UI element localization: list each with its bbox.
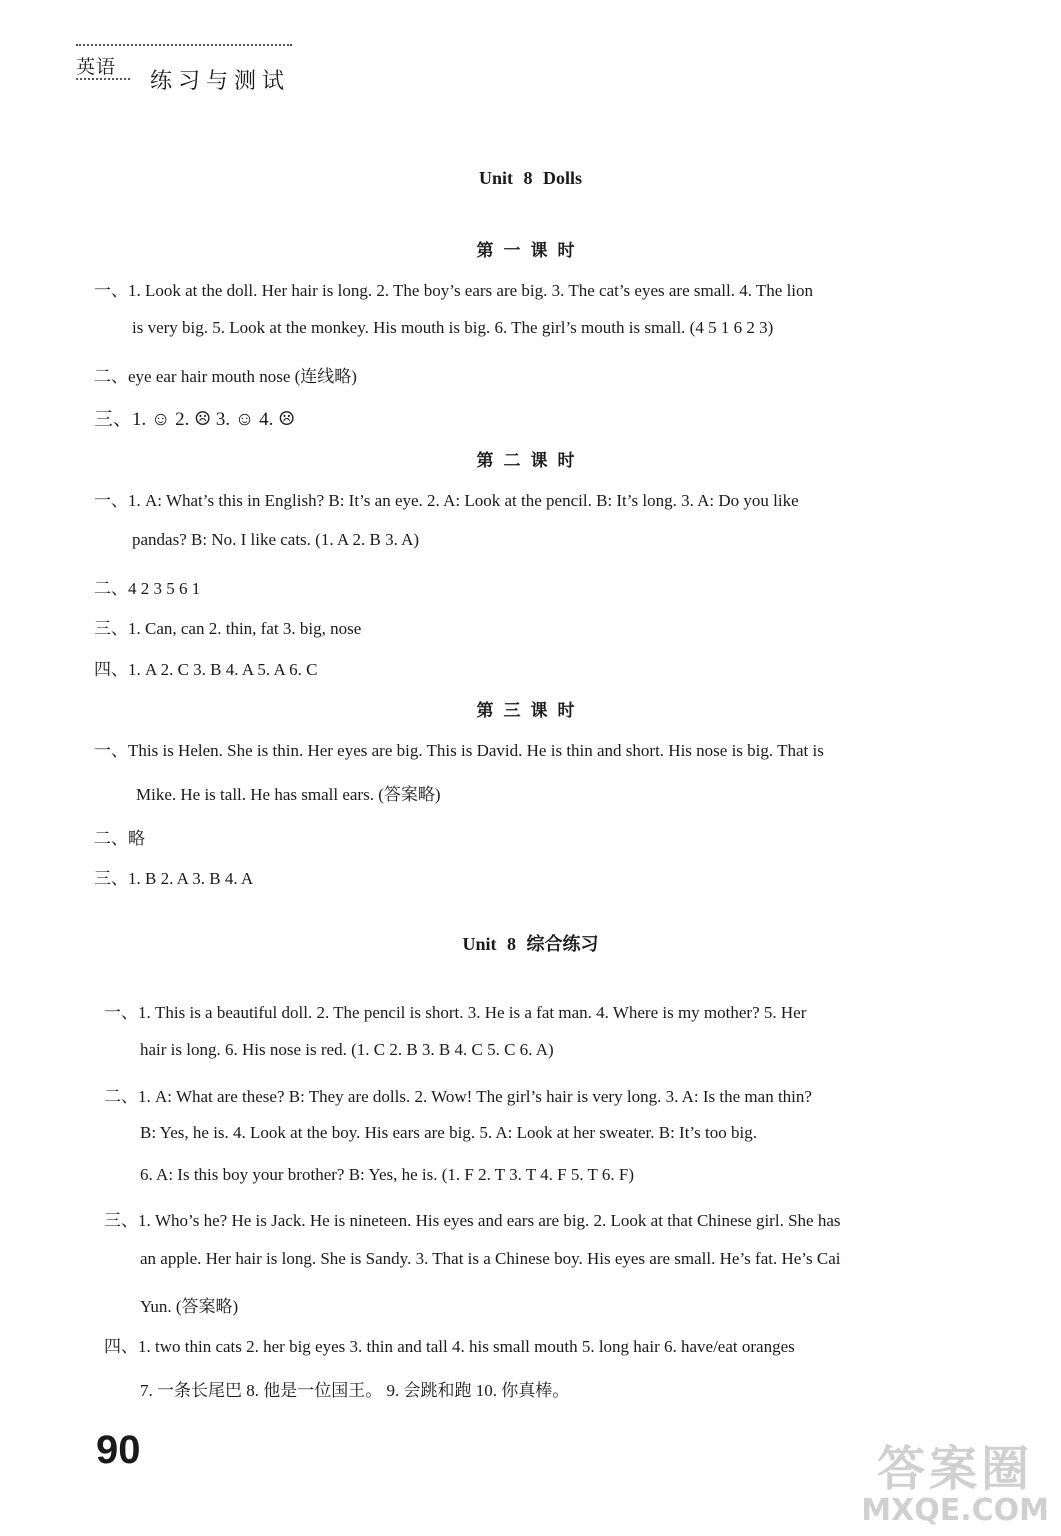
lesson3-title: 第三课时 [476, 701, 585, 721]
watermark-url: MXQE.COM [861, 1492, 1049, 1528]
lesson2-line-4: 三、1. Can, can 2. thin, fat 3. big, nose [94, 619, 362, 638]
page-number: 90 [96, 1428, 141, 1472]
page-header [76, 44, 292, 96]
lesson2-line-2: pandas? B: No. I like cats. (1. A 2. B 3. A) [132, 530, 420, 549]
lesson3-line-1: 一、This is Helen. She is thin. Her eyes are big. This is David. He is thin and short. His nose is big. That is [94, 741, 824, 760]
review-line-3: 二、1. A: What are these? B: They are dolls. 2. Wow! The girl’s hair is very long. 3. A: Is the man thin? [104, 1087, 812, 1106]
book-title: 练习与测试 [150, 69, 291, 94]
review-line-4: B: Yes, he is. 4. Look at the boy. His ears are big. 5. A: Look at her sweater. B: It’s too big. [140, 1123, 757, 1142]
review-line-9: 四、1. two thin cats 2. her big eyes 3. thin and tall 4. his small mouth 5. long hair 6. have/eat oranges [104, 1337, 795, 1356]
lesson1-title: 第一课时 [476, 241, 585, 261]
review-line-5: 6. A: Is this boy your brother? B: Yes, he is. (1. F 2. T 3. T 4. F 5. T 6. F) [140, 1165, 634, 1184]
unit-title: Unit 8 Dolls [478, 168, 582, 188]
review-title: Unit 8 综合练习 [462, 934, 599, 954]
review-line-10: 7. 一条长尾巴 8. 他是一位国王。 9. 会跳和跑 10. 你真棒。 [140, 1381, 570, 1400]
lesson1-line-1: 一、1. Look at the doll. Her hair is long. 2. The boy’s ears are big. 3. The cat’s eyes are small. 4. The lion [94, 281, 814, 300]
lesson2-title: 第二课时 [476, 451, 585, 471]
lesson2-line-1: 一、1. A: What’s this in English? B: It’s an eye. 2. A: Look at the pencil. B: It’s long. 3. A: Do you like [94, 491, 799, 510]
review-line-2: hair is long. 6. His nose is red. (1. C 2. B 3. B 4. C 5. C 6. A) [140, 1040, 554, 1059]
lesson1-line-4: 三、1. ☺ 2. ☹ 3. ☺ 4. ☹ [94, 409, 296, 430]
review-line-7: an apple. Her hair is long. She is Sandy. 3. That is a Chinese boy. His eyes are small. He’s fat. He’s Cai [140, 1249, 841, 1268]
watermark-logo-text: 答案圈 [877, 1441, 1034, 1498]
header-dotted-rule-short [76, 78, 130, 80]
watermark [861, 1441, 1049, 1528]
lesson2-line-5: 四、1. A 2. C 3. B 4. A 5. A 6. C [94, 660, 318, 679]
subject-label: 英语 [76, 56, 117, 78]
header-dotted-rule [76, 44, 292, 46]
review-line-8: Yun. (答案略) [140, 1297, 239, 1316]
lesson2-line-3: 二、4 2 3 5 6 1 [94, 579, 201, 598]
lesson1-line-2: is very big. 5. Look at the monkey. His mouth is big. 6. The girl’s mouth is small. (4 5 1 6 2 3) [132, 318, 774, 337]
lesson3-line-3: 二、略 [94, 829, 145, 848]
review-line-1: 一、1. This is a beautiful doll. 2. The pencil is short. 3. He is a fat man. 4. Where is my mother? 5. Her [104, 1003, 807, 1022]
review-line-6: 三、1. Who’s he? He is Jack. He is nineteen. His eyes and ears are big. 2. Look at that Chinese girl. She has [104, 1211, 841, 1230]
lesson3-line-2: Mike. He is tall. He has small ears. (答案略) [136, 785, 441, 804]
lesson3-line-4: 三、1. B 2. A 3. B 4. A [94, 869, 254, 888]
lesson1-line-3: 二、eye ear hair mouth nose (连线略) [94, 367, 357, 386]
